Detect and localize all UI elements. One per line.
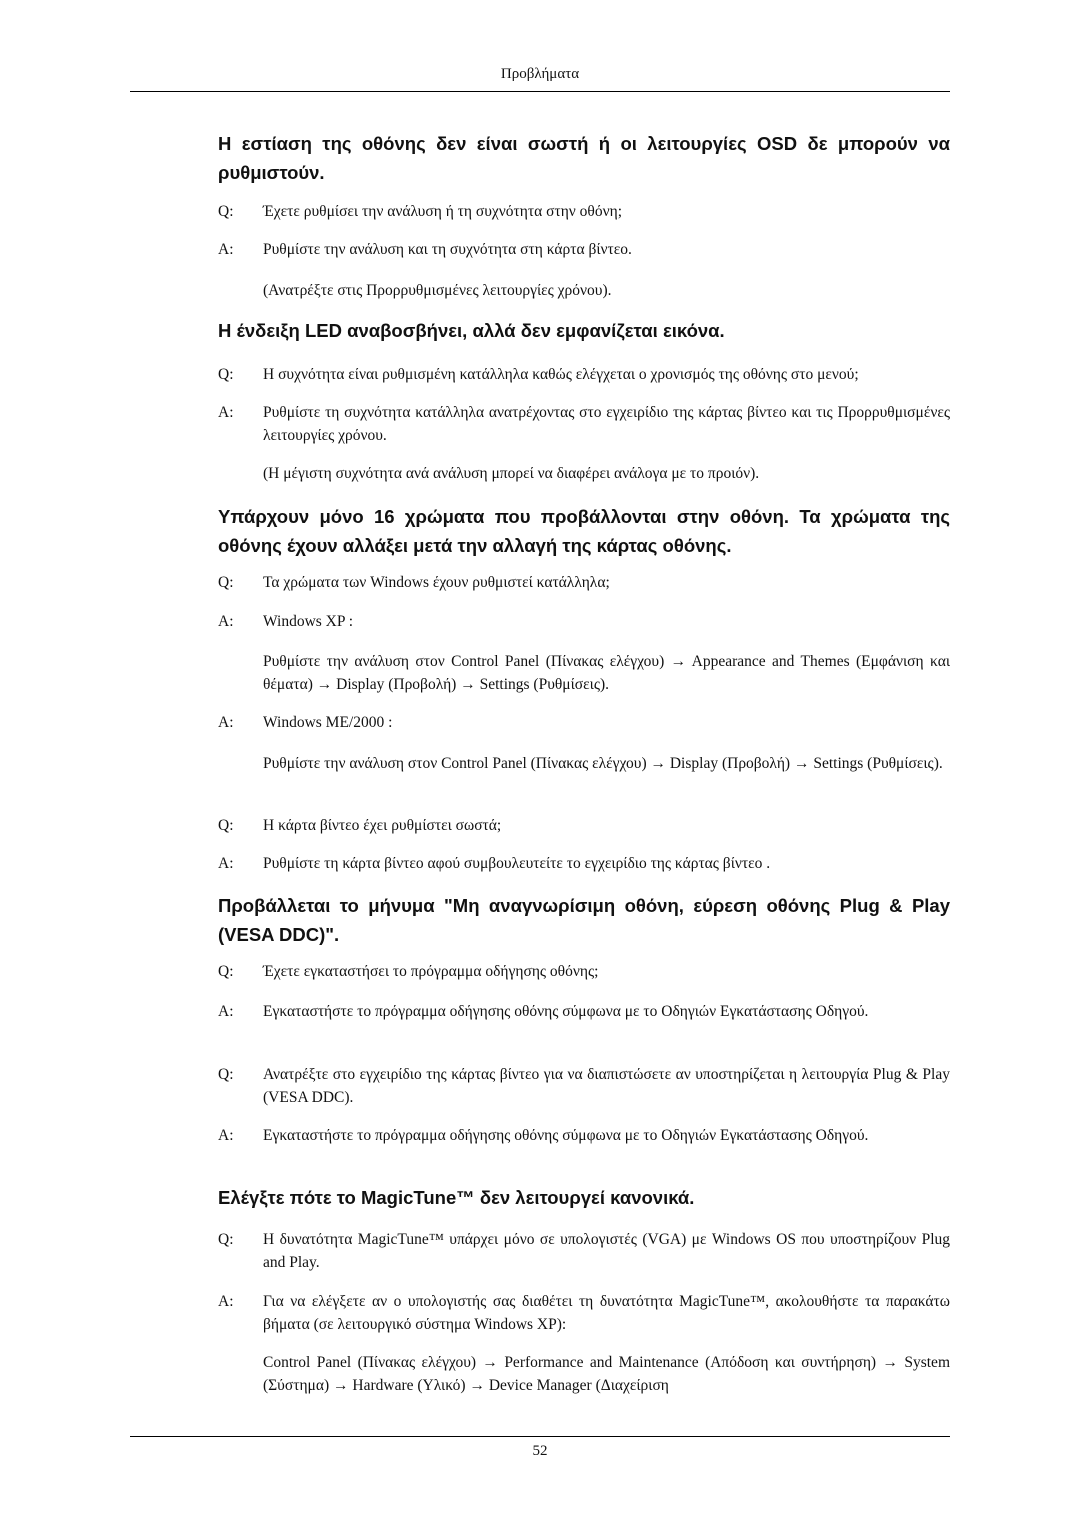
section-heading: Προβάλλεται το μήνυμα "Μη αναγνωρίσιμη οθόνη, εύρεση οθόνης Plug & Play (VESA DDC)". — [218, 895, 950, 945]
answer — [218, 1291, 950, 1336]
paragraph: Ρυθμίστε την ανάλυση στον Control Panel (Πίνακας ελέγχου) → Appearance and Themes (Εμφάνιση και θέματα) → Display (Προβολή) → Settings (Ρυθμίσεις). — [263, 653, 950, 693]
qa-label: Q: — [218, 203, 234, 220]
qa-text: Έχετε ρυθμίσει την ανάλυση ή τη συχνότητα στην οθόνη; — [263, 203, 623, 220]
qa-text: Ανατρέξτε στο εγχειρίδιο της κάρτας βίντεο για να διαπιστώσετε αν υποστηρίζεται η λειτουργία Plug & Play (VESA DDC). — [263, 1066, 950, 1106]
answer — [218, 402, 950, 447]
paragraph: Ρυθμίστε την ανάλυση στον Control Panel (Πίνακας ελέγχου) → Display (Προβολή) → Settings (Ρυθμίσεις). — [263, 755, 943, 772]
section-heading: Η εστίαση της οθόνης δεν είναι σωστή ή οι λειτουργίες OSD δε μπορούν να ρυθμιστούν. — [218, 133, 951, 183]
qa-label: A: — [218, 1127, 234, 1144]
qa-label: Q: — [218, 574, 234, 591]
qa-text: Η κάρτα βίντεο έχει ρυθμίστει σωστά; — [263, 817, 502, 834]
section-heading: Η ένδειξη LED αναβοσβήνει, αλλά δεν εμφανίζεται εικόνα. — [218, 320, 725, 341]
qa-label: A: — [218, 404, 234, 421]
qa-label: Q: — [218, 817, 234, 834]
section-heading: Ελέγξτε πότε το MagicTune™ δεν λειτουργεί κανονικά. — [218, 1187, 695, 1208]
question — [218, 1064, 950, 1109]
qa-text: Για να ελέγξετε αν ο υπολογιστής σας διαθέτει τη δυνατότητα MagicTune™, ακολουθήστε τα παρακάτω βήματα (σε λειτουργικό σύστημα Windows XP): — [263, 1293, 950, 1333]
answer — [218, 1001, 950, 1024]
qa-text: Εγκαταστήστε το πρόγραμμα οδήγησης οθόνης σύμφωνα με το Οδηγιών Εγκατάστασης Οδηγού. — [263, 1127, 869, 1144]
qa-label: A: — [218, 1003, 234, 1020]
running-header: Προβλήματα — [500, 66, 580, 82]
answer — [218, 712, 950, 735]
paragraph: Control Panel (Πίνακας ελέγχου) → Performance and Maintenance (Απόδοση και συντήρηση) → System (Σύστημα) → Hardware (Υλικό) → Device Manager (Διαχείριση — [263, 1354, 950, 1394]
qa-label: A: — [218, 714, 234, 731]
section-heading: Υπάρχουν μόνο 16 χρώματα που προβάλλονται στην οθόνη. Τα χρώματα της οθόνης έχουν αλλάξει μετά την αλλαγή της κάρτας οθόνης. — [218, 506, 950, 556]
question — [218, 572, 950, 595]
footer-rule — [130, 1436, 950, 1437]
qa-text: Η δυνατότητα MagicTune™ υπάρχει μόνο σε υπολογιστές (VGA) με Windows OS που υποστηρίζουν Plug and Play. — [263, 1231, 950, 1271]
question — [218, 364, 950, 387]
answer — [218, 1125, 950, 1148]
page-number: 52 — [532, 1443, 548, 1459]
qa-label: A: — [218, 1293, 234, 1310]
paragraph: (Η μέγιστη συχνότητα ανά ανάλυση μπορεί να διαφέρει ανάλογα με το προιόν). — [263, 465, 760, 482]
answer — [218, 611, 950, 634]
qa-label: A: — [218, 613, 234, 630]
qa-text: Τα χρώματα των Windows έχουν ρυθμιστεί κατάλληλα; — [263, 574, 610, 591]
qa-text: Ρυθμίστε τη κάρτα βίντεο αφού συμβουλευτείτε το εγχειρίδιο της κάρτας βίντεο . — [263, 855, 771, 872]
qa-text: Ρυθμίστε την ανάλυση και τη συχνότητα στη κάρτα βίντεο. — [263, 241, 632, 258]
answer — [218, 853, 950, 876]
question — [218, 961, 950, 984]
question — [218, 815, 950, 838]
qa-label: A: — [218, 855, 234, 872]
qa-label: A: — [218, 241, 234, 258]
qa-label: Q: — [218, 963, 234, 980]
qa-text: Windows ME/2000 : — [263, 714, 393, 731]
question — [218, 201, 950, 224]
qa-label: Q: — [218, 366, 234, 383]
qa-label: Q: — [218, 1231, 234, 1248]
qa-label: Q: — [218, 1066, 234, 1083]
qa-text: Windows XP : — [263, 613, 354, 630]
qa-text: Ρυθμίστε τη συχνότητα κατάλληλα ανατρέχοντας στο εγχειρίδιο της κάρτας βίντεο και τις Προρρυθμισμένες λειτουργίες χρόνου. — [263, 404, 950, 444]
qa-text: Έχετε εγκαταστήσει το πρόγραμμα οδήγησης οθόνης; — [263, 963, 599, 980]
header-rule — [130, 91, 950, 92]
answer — [218, 239, 950, 262]
qa-text: Εγκαταστήστε το πρόγραμμα οδήγησης οθόνης σύμφωνα με το Οδηγιών Εγκατάστασης Οδηγού. — [263, 1003, 869, 1020]
question — [218, 1229, 950, 1274]
qa-text: Η συχνότητα είναι ρυθμισμένη κατάλληλα καθώς ελέγχεται ο χρονισμός της οθόνης στο μενού; — [263, 366, 859, 383]
paragraph: (Ανατρέξτε στις Προρρυθμισμένες λειτουργίες χρόνου). — [263, 282, 612, 299]
